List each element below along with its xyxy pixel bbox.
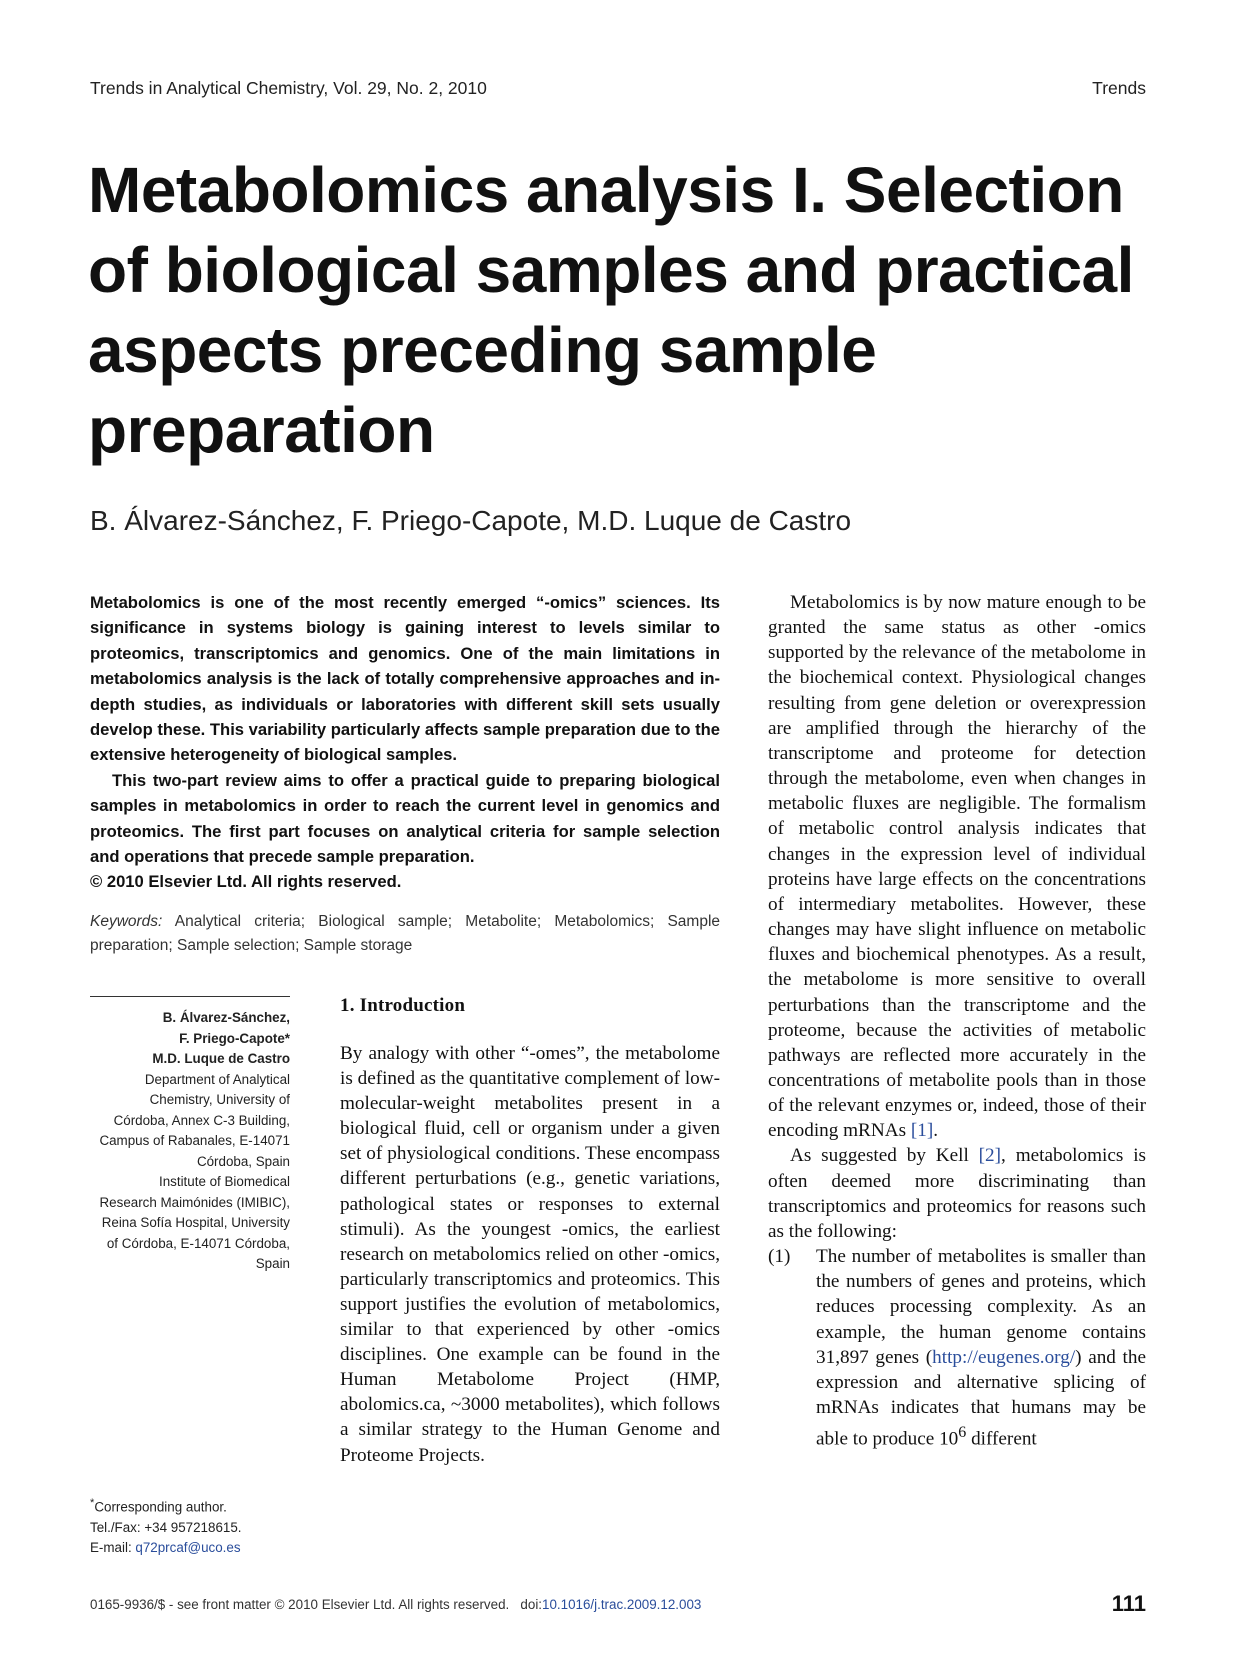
paragraph-text: Metabolomics is by now mature enough to be granted the same status as other -omics supported by the relevance of the metabolome in the biochemical context. Physiological changes resulting from gene deletion or overexpression are amplified through the hierarchy of the transcriptome and proteome for detection through the metabolome, even when changes in metabolic fluxes are negligible. The formalism of metabolic control analysis indicates that changes in the expression level of individual proteins have large effects on the concentrations of intermediary metabolites. However, these changes may have slight influence on metabolic fluxes and biochemical phenotypes. As a result, the metabolome is more sensitive to overall perturbations than the transcriptome and the proteome, because the activities of metabolic pathways are reflected more accurately in the concentrations of metabolite pools than in those of the relevant enzymes or, indeed, those of their encoding mRNAs: [768, 592, 1146, 1142]
footnote-mark: *: [90, 1497, 95, 1509]
issn-line: 0165-9936/$ - see front matter © 2010 Elsevier Ltd. All rights reserved.: [90, 1597, 510, 1612]
list-item-number: (1): [768, 1246, 791, 1268]
abstract: [90, 590, 720, 895]
abstract-paragraph-2: This two-part review aims to offer a practical guide to preparing biological samples in metabolomics in order to reach the current level in genomics and proteomics. The first part focuses on analytical criteria for sample selection and operations that precede sample preparation.: [90, 770, 720, 867]
paragraph-text: , metabolomics is often deemed more discriminating than transcriptomics and proteomics for reasons such as the following:: [768, 1145, 1147, 1242]
email-link[interactable]: q72prcaf@uco.es: [135, 1540, 241, 1556]
author-list: B. Álvarez-Sánchez, F. Priego-Capote, M.D. Luque de Castro: [90, 505, 852, 536]
affiliation-line: of Córdoba, E-14071 Córdoba,: [106, 1235, 290, 1251]
affiliation-line: Reina Sofía Hospital, University: [101, 1215, 290, 1230]
affiliation-author-2: F. Priego-Capote*: [179, 1030, 290, 1046]
affiliation-line: Córdoba, Annex C-3 Building,: [113, 1112, 290, 1128]
affiliation-author-1: B. Álvarez-Sánchez,: [162, 1010, 290, 1025]
right-paragraph-2: [768, 1143, 1146, 1244]
right-column: [768, 590, 1146, 1452]
reference-link-1[interactable]: [1]: [910, 1120, 934, 1142]
article-title: Metabolomics analysis I. Selection of biological samples and practical aspects preceding sample preparation: [88, 154, 1134, 466]
affiliation-line: Spain: [255, 1256, 290, 1271]
section-label: Trends: [1092, 78, 1146, 98]
affiliation-author-3: M.D. Luque de Castro: [152, 1051, 290, 1066]
list-item-text: different: [966, 1428, 1037, 1450]
reasons-list: [768, 1244, 1146, 1452]
affiliation-line: Campus of Rabanales, E-14071: [99, 1133, 290, 1148]
affiliation-divider: [90, 996, 290, 997]
abstract-paragraph-1: Metabolomics is one of the most recently emerged “-omics” sciences. Its significance in systems biology is gaining interest to levels similar to proteomics, transcriptomics and genomics. One of the main limitations in metabolomics analysis is the lack of totally comprehensive approaches and in-depth studies, as individuals or laboratories with different skill sets usually develop these. This variability particularly affects sample preparation due to the extensive heterogeneity of biological samples.: [90, 593, 720, 765]
list-item: [768, 1244, 1146, 1452]
superscript-exponent: 6: [958, 1424, 967, 1442]
affiliation-block: [90, 1008, 290, 1275]
keywords: [90, 910, 720, 958]
keywords-text: Analytical criteria; Biological sample; Metabolite; Metabolomics; Sample preparation; Sample selection; Sample storage: [90, 913, 721, 954]
corresponding-label: Corresponding author.: [94, 1499, 227, 1515]
introduction-paragraph: By analogy with other “-omes”, the metabolome is defined as the quantitative complement of low-molecular-weight metabolites present in a biological fluid, cell or organism under a given set of physiological conditions. These encompass different perturbations (e.g., genetic variations, pathological states or responses to external stimuli). As the youngest -omics, the earliest research on metabolomics relied on other -omics, particularly transcriptomics and proteomics. This support justifies the evolution of metabolomics, similar to that experienced by other -omics disciplines. One example can be found in the Human Metabolome Project (HMP, abolomics.ca, ~3000 metabolites), which follows a similar strategy to the Human Genome and Proteome Projects.: [340, 1043, 720, 1466]
affiliation-line: Research Maimónides (IMIBIC),: [99, 1194, 290, 1210]
paragraph-text: .: [933, 1120, 939, 1142]
copyright-notice: © 2010 Elsevier Ltd. All rights reserved.: [90, 872, 402, 892]
affiliation-line: Department of Analytical: [144, 1071, 290, 1087]
list-item-text: ) and the expression and alternative splicing of mRNAs indicates that humans may be able to produce 10: [816, 1346, 1146, 1450]
email-label: E-mail:: [90, 1540, 136, 1556]
journal-citation: Trends in Analytical Chemistry, Vol. 29, No. 2, 2010: [90, 78, 487, 98]
affiliation-line: Córdoba, Spain: [196, 1153, 290, 1169]
affiliation-line: Chemistry, University of: [149, 1092, 290, 1107]
introduction-column: [340, 995, 720, 1468]
paragraph-text: As suggested by Kell: [790, 1145, 979, 1167]
page-number: 111: [1111, 1591, 1146, 1616]
affiliation-line: Institute of Biomedical: [159, 1174, 290, 1189]
keywords-label: Keywords:: [90, 913, 163, 930]
corresponding-author-note: [90, 1493, 310, 1559]
introduction-heading: 1. Introduction: [340, 995, 466, 1016]
right-paragraph-1: [768, 590, 1146, 1143]
doi-link[interactable]: 10.1016/j.trac.2009.12.003: [542, 1597, 702, 1612]
doi-label: doi:: [520, 1597, 543, 1612]
tel-fax: Tel./Fax: +34 957218615.: [90, 1519, 242, 1535]
list-item-text: The number of metabolites is smaller than the numbers of genes and proteins, which reduces processing complexity. As an example, the human genome contains 31,897 genes (: [816, 1246, 1146, 1368]
eugenes-link[interactable]: http://eugenes.org/: [932, 1346, 1076, 1368]
reference-link-2[interactable]: [2]: [978, 1145, 1002, 1167]
